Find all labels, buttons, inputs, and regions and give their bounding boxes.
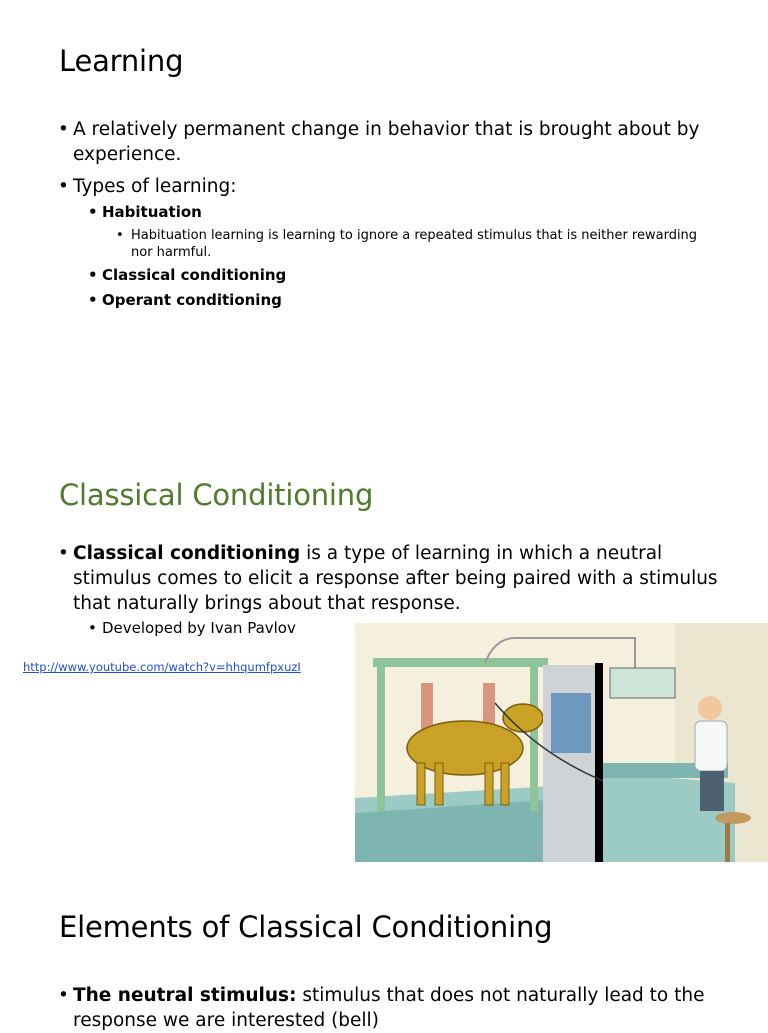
bullet-text: Developed by Ivan Pavlov xyxy=(102,619,296,637)
bullet-text xyxy=(73,983,723,1033)
slide1-sub-habituation xyxy=(88,202,688,222)
slide1-bullet-definition xyxy=(58,117,718,167)
bullet-text: Operant conditioning xyxy=(102,291,282,309)
slide3-title: Elements of Classical Conditioning xyxy=(59,910,553,944)
bullet-icon: • xyxy=(58,985,69,1006)
slide2-bullet-definition xyxy=(58,541,723,616)
youtube-link[interactable]: http://www.youtube.com/watch?v=hhqumfpxuzI xyxy=(23,660,301,674)
bullet-icon: • xyxy=(88,291,98,309)
bullet-icon: • xyxy=(58,543,69,564)
slide1-title: Learning xyxy=(59,44,184,78)
slide1-sub-classical xyxy=(88,265,688,285)
scientist-icon xyxy=(698,696,722,720)
term-bold: The neutral stimulus: xyxy=(73,985,297,1006)
bullet-icon: • xyxy=(116,228,124,243)
bullet-text xyxy=(73,541,723,616)
bullet-text: Habituation learning is learning to ignore a repeated stimulus that is neither rewarding nor harmful. xyxy=(131,228,698,260)
slide2-sub-pavlov xyxy=(88,618,348,638)
term-definition: stimulus that does not naturally lead to the response we are interested (bell) xyxy=(73,985,705,1031)
bullet-icon: • xyxy=(88,619,97,637)
bullet-text: A relatively permanent change in behavior that is brought about by experience. xyxy=(73,119,700,165)
slide1-habituation-detail xyxy=(116,227,706,261)
pavlov-experiment-illustration xyxy=(355,623,768,862)
slide3-bullet-neutral-stimulus xyxy=(58,983,723,1033)
term-definition: is a type of learning in which a neutral stimulus comes to elicit a response after being paired with a stimulus that naturally brings about that response. xyxy=(73,543,718,614)
bullet-text: Habituation xyxy=(102,203,202,221)
slide1-bullet-types xyxy=(58,174,718,199)
bullet-icon: • xyxy=(88,203,98,221)
bullet-text: Classical conditioning xyxy=(102,266,287,284)
bullet-icon: • xyxy=(58,119,69,140)
term-bold: Classical conditioning xyxy=(73,543,301,564)
slide2-title: Classical Conditioning xyxy=(59,478,374,512)
bullet-icon: • xyxy=(88,266,98,284)
bullet-text: Types of learning: xyxy=(73,176,237,197)
slide1-sub-operant xyxy=(88,290,688,310)
bullet-icon: • xyxy=(58,176,69,197)
